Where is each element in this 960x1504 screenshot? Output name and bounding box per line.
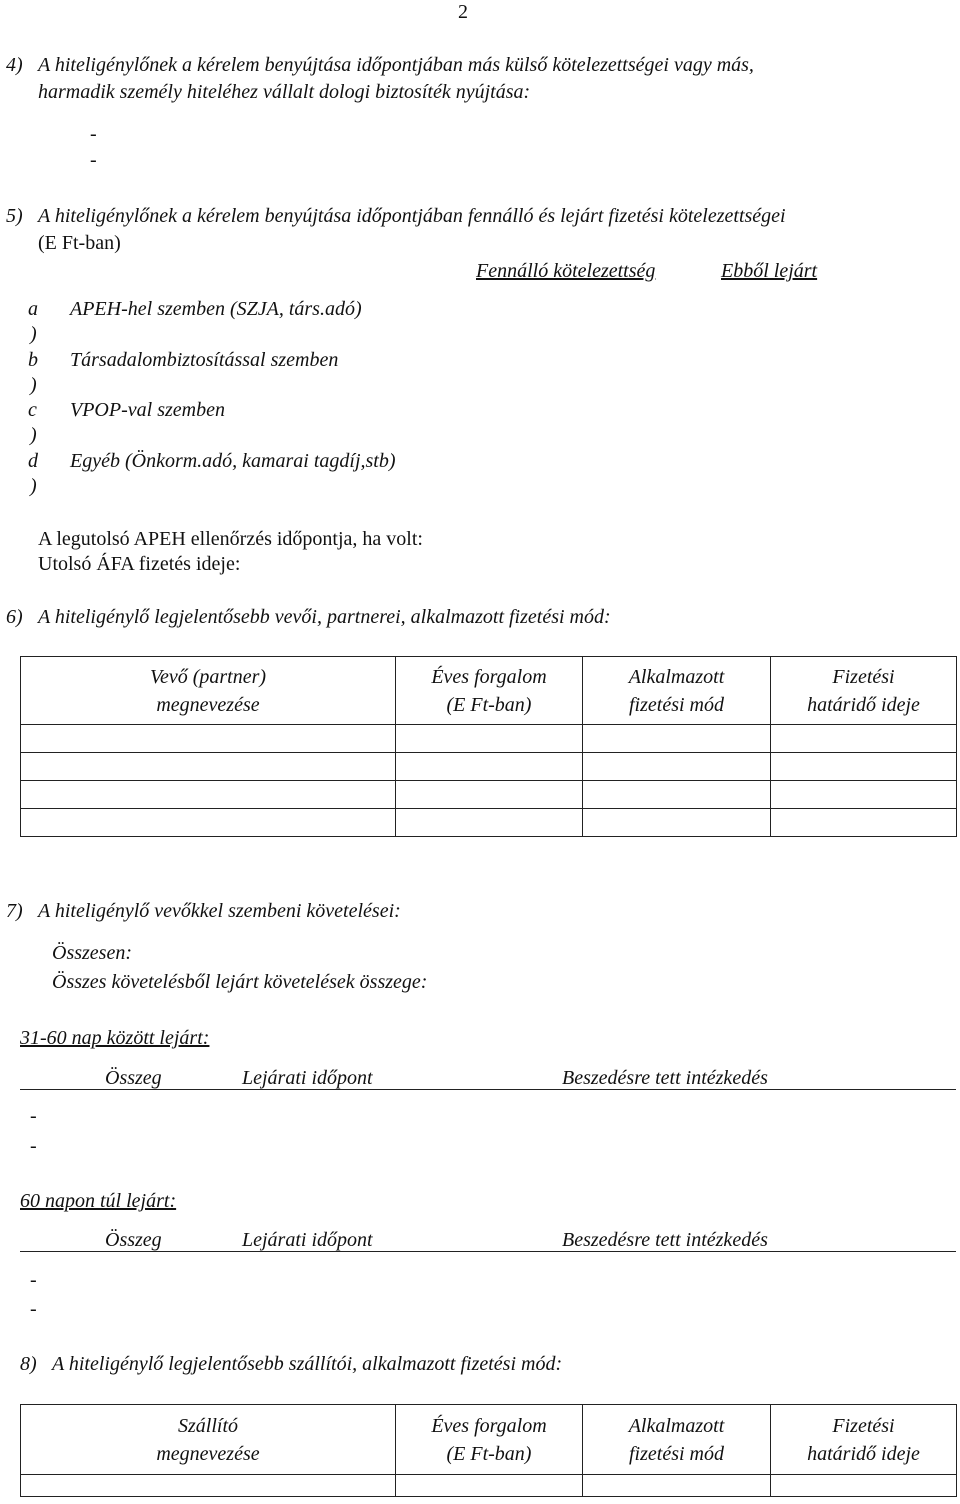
table-cell[interactable]	[21, 725, 396, 753]
table-cell[interactable]	[583, 753, 771, 781]
table-cell[interactable]	[21, 753, 396, 781]
item-label: Társadalombiztosítással szemben	[70, 349, 339, 371]
last-vat-payment-label: Utolsó ÁFA fizetés ideje:	[38, 553, 241, 575]
suppliers-header-name: Szállító megnevezése	[21, 1405, 396, 1475]
table-cell[interactable]	[396, 809, 583, 837]
column-header-existing: Fennálló kötelezettség	[476, 260, 656, 282]
table-cell[interactable]	[396, 1475, 583, 1497]
table-row	[21, 781, 957, 809]
table-cell[interactable]	[21, 1475, 396, 1497]
item-letter: c	[28, 399, 37, 421]
overdue-31-60-title: 31-60 nap között lejárt:	[20, 1027, 210, 1049]
receivables-total-label: Összesen:	[52, 942, 132, 964]
overdue-60-plus-amount-header: Összeg	[105, 1229, 162, 1251]
section-4-dash-2: -	[90, 149, 97, 171]
suppliers-header-deadline: Fizetési határidő ideje	[771, 1405, 957, 1475]
customers-header-deadline: Fizetési határidő ideje	[771, 657, 957, 725]
item-letter: d	[28, 450, 38, 472]
overdue-60-plus-action-header: Beszedésre tett intézkedés	[562, 1229, 768, 1251]
table-row	[21, 725, 957, 753]
column-header-overdue: Ebből lejárt	[721, 260, 818, 282]
table-cell[interactable]	[583, 1475, 771, 1497]
table-cell[interactable]	[21, 809, 396, 837]
item-label: Egyéb (Önkorm.adó, kamarai tagdíj,stb)	[70, 450, 396, 472]
section-4-line-1: A hiteligénylőnek a kérelem benyújtása időpontjában más külső kötelezettségei vagy más,	[38, 54, 754, 76]
section-7-title: A hiteligénylő vevőkkel szembeni követelései:	[38, 900, 401, 922]
table-cell[interactable]	[396, 725, 583, 753]
overdue-31-60-dash-2: -	[30, 1135, 37, 1157]
table-cell[interactable]	[583, 725, 771, 753]
item-label: VPOP-val szemben	[70, 399, 225, 421]
table-cell[interactable]	[583, 809, 771, 837]
overdue-31-60-dash-1: -	[30, 1105, 37, 1127]
last-apeh-audit-label: A legutolsó APEH ellenőrzés időpontja, ha volt:	[38, 528, 423, 550]
item-letter: a	[28, 298, 38, 320]
section-4-dash-1: -	[90, 123, 97, 145]
suppliers-header-turnover: Éves forgalom (E Ft-ban)	[396, 1405, 583, 1475]
overdue-60-plus-due-header: Lejárati időpont	[242, 1229, 373, 1251]
item-label: APEH-hel szemben (SZJA, társ.adó)	[70, 298, 362, 320]
table-cell[interactable]	[771, 725, 957, 753]
divider	[20, 1251, 956, 1252]
page-number: 2	[458, 1, 468, 23]
section-6-number: 6)	[6, 606, 23, 628]
customers-table	[20, 656, 957, 837]
section-6-title: A hiteligénylő legjelentősebb vevői, partnerei, alkalmazott fizetési mód:	[38, 606, 611, 628]
table-cell[interactable]	[771, 809, 957, 837]
table-cell[interactable]	[396, 753, 583, 781]
item-paren: )	[30, 323, 37, 345]
customers-header-name: Vevő (partner) megnevezése	[21, 657, 396, 725]
item-paren: )	[30, 475, 37, 497]
section-7-number: 7)	[6, 900, 23, 922]
section-5-line-2: (E Ft-ban)	[38, 232, 121, 254]
table-cell[interactable]	[583, 781, 771, 809]
section-8-title: A hiteligénylő legjelentősebb szállítói, alkalmazott fizetési mód:	[52, 1353, 563, 1375]
receivables-overdue-label: Összes követelésből lejárt követelések összege:	[52, 971, 428, 993]
section-4-number: 4)	[6, 54, 23, 76]
overdue-31-60-amount-header: Összeg	[105, 1067, 162, 1089]
table-row	[21, 809, 957, 837]
overdue-31-60-action-header: Beszedésre tett intézkedés	[562, 1067, 768, 1089]
customers-header-method: Alkalmazott fizetési mód	[583, 657, 771, 725]
customers-header-turnover: Éves forgalom (E Ft-ban)	[396, 657, 583, 725]
section-8-number: 8)	[20, 1353, 37, 1375]
item-paren: )	[30, 374, 37, 396]
table-cell[interactable]	[396, 781, 583, 809]
table-cell[interactable]	[771, 781, 957, 809]
divider	[20, 1089, 956, 1090]
table-cell[interactable]	[771, 1475, 957, 1497]
table-cell[interactable]	[21, 781, 396, 809]
overdue-60-plus-dash-2: -	[30, 1298, 37, 1320]
section-4-line-2: harmadik személy hiteléhez vállalt dologi biztosíték nyújtása:	[38, 81, 531, 103]
table-row	[21, 753, 957, 781]
overdue-31-60-due-header: Lejárati időpont	[242, 1067, 373, 1089]
table-row	[21, 1475, 957, 1497]
section-5-number: 5)	[6, 205, 23, 227]
suppliers-table	[20, 1404, 957, 1497]
table-cell[interactable]	[771, 753, 957, 781]
item-letter: b	[28, 349, 38, 371]
overdue-60-plus-title: 60 napon túl lejárt:	[20, 1190, 177, 1212]
item-paren: )	[30, 424, 37, 446]
section-5-line-1: A hiteligénylőnek a kérelem benyújtása időpontjában fennálló és lejárt fizetési kötelezettségei	[38, 205, 786, 227]
suppliers-header-method: Alkalmazott fizetési mód	[583, 1405, 771, 1475]
overdue-60-plus-dash-1: -	[30, 1269, 37, 1291]
